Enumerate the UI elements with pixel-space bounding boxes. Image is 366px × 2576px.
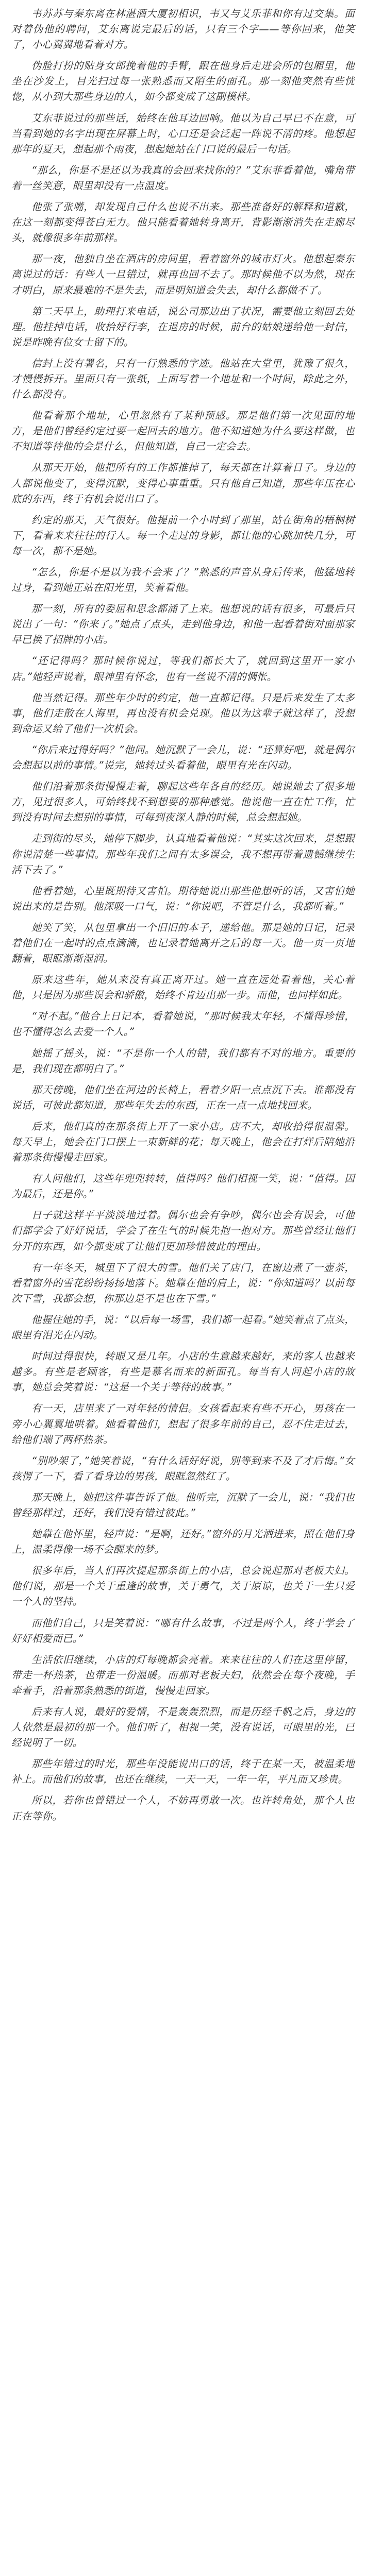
paragraph: 第二天早上，助理打来电话，说公司那边出了状况，需要他立刻回去处理。他挂掉电话，收拾好行李，在退房的时候，前台的姑娘递给他一封信，说是昨晚有位女士留下的。 [11, 305, 355, 348]
paragraph: 她笑了笑，从包里拿出一个旧旧的本子，递给他。那是她的日记，记录着他们在一起时的点点滴滴，也记录着她离开之后的每一天。他一页一页地翻着，眼眶渐渐湿润。 [11, 921, 355, 965]
paragraph: 生活依旧继续，小店的灯每晚都会亮着。来来往往的人们在这里停留，带走一杯热茶，也带走一份温暖。而那对老板夫妇，依然会在每个夜晚，手牵着手，沿着那条熟悉的街道，慢慢走回家。 [11, 1653, 355, 1697]
paragraph: “怎么，你是不是以为我不会来了？”熟悉的声音从身后传来，他猛地转过身，看到她正站在阳光里，笑着看他。 [11, 566, 355, 594]
paragraph: 所以，若你也曾错过一个人，不妨再勇敢一次。也许转角处，那个人也正在等你。 [11, 1794, 355, 1822]
paragraph: “那么，你是不是还以为我真的会回来找你的？”艾东菲看着他，嘴角带着一丝笑意，眼里却没有一点温度。 [11, 164, 355, 192]
paragraph: 他握住她的手，说：“以后每一场雪，我们都一起看。”她笑着点了点头，眼里有泪光在闪动。 [11, 1313, 355, 1342]
paragraph: 有一天，店里来了一对年轻的情侣。女孩看起来有些不开心，男孩在一旁小心翼翼地哄着。她看着他们，想起了很多年前的自己，忍不住走过去，给他们端了两杯热茶。 [11, 1402, 355, 1446]
paragraph: 后来，他们真的在那条街上开了一家小店。店不大，却收拾得很温馨。每天早上，她会在门口摆上一束新鲜的花；每天晚上，他会在打烊后陪她沿着那条街慢慢走回家。 [11, 1120, 355, 1164]
paragraph: 伪脸打扮的贴身女郎挽着他的手臂，跟在他身后走进会所的包厢里，他坐在沙发上，目光扫过每一张熟悉而又陌生的面孔。那一刻他突然有些恍惚，从小到大那些身边的人，如今都变成了这副模样。 [11, 60, 355, 103]
paragraph: “你后来过得好吗？”他问。她沉默了一会儿，说：“还算好吧，就是偶尔会想起以前的事情。”说完，她转过头看着他，眼里有光在闪动。 [11, 743, 355, 772]
paragraph: 走到街的尽头，她停下脚步，认真地看着他说：“其实这次回来，是想跟你说清楚一些事情。那些年我们之间有太多误会，我不想再带着遗憾继续生活下去了。” [11, 833, 355, 876]
paragraph: 他们沿着那条街慢慢走着，聊起这些年各自的经历。她说她去了很多地方，见过很多人，可始终找不到想要的那种感觉。他说他一直在忙工作，忙到没有时间去想别的事情，可每到夜深人静的时候，总会想起她。 [11, 781, 355, 824]
paragraph: 很多年后，当人们再次提起那条街上的小店，总会说起那对老板夫妇。他们说，那是一个关于重逢的故事，关于勇气，关于原谅，也关于一生只爱一个人的坚持。 [11, 1565, 355, 1608]
paragraph: 韦苏苏与秦东离在林湛酒大厦初相识，韦又与艾乐菲和你有过交集。面对着伪他的聘问，艾东离说完最后的话，只有三个字——等你回来，他笑了，小心翼翼地看着对方。 [11, 8, 355, 51]
paragraph: “对不起。”他合上日记本，看着她说，“那时候我太年轻，不懂得珍惜，也不懂得怎么去爱一个人。” [11, 1010, 355, 1038]
paragraph: 原来这些年，她从来没有真正离开过。她一直在远处看着他，关心着他，只是因为那些误会和骄傲，始终不肯迈出那一步。而他，也同样如此。 [11, 974, 355, 1002]
paragraph: 时间过得很快，转眼又是几年。小店的生意越来越好，来的客人也越来越多。有些是老顾客，有些是慕名而来的新面孔。每当有人问起小店的故事，她总会笑着说：“这是一个关于等待的故事。” [11, 1350, 355, 1394]
paragraph: 而他们自己，只是笑着说：“哪有什么故事，不过是两个人，终于学会了好好相爱而已。” [11, 1617, 355, 1645]
paragraph: 他当然记得。那些年少时的约定，他一直都记得。只是后来发生了太多事，他们走散在人海里，再也没有机会兑现。他以为这辈子就这样了，没想到命运又给了他们一次机会。 [11, 691, 355, 735]
paragraph: “还记得吗？那时候你说过，等我们都长大了，就回到这里开一家小店。”她轻声说着，眼神里有怀念，也有一丝说不清的惆怅。 [11, 655, 355, 683]
paragraph: “别吵架了，”她笑着说，“有什么话好好说，别等到来不及了才后悔。”女孩愣了一下，看了看身边的男孩，眼眶忽然红了。 [11, 1454, 355, 1482]
paragraph: 那一夜，他独自坐在酒店的房间里，看着窗外的城市灯火。他想起秦东离说过的话：有些人一旦错过，就再也回不去了。那时候他不以为然，现在才明白，原来最难的不是失去，而是明知道会失去，却什么都做不了。 [11, 253, 355, 296]
paragraph: 艾东菲说过的那些话，始终在他耳边回响。他以为自己早已不在意，可当看到她的名字出现在屏幕上时，心口还是会泛起一阵说不清的疼。他想起那年的夏天，想起那个雨夜，想起她站在门口说的最后一句话。 [11, 112, 355, 155]
paragraph: 日子就这样平平淡淡地过着。偶尔也会有争吵，偶尔也会有误会，可他们都学会了好好说话，学会了在生气的时候先抱一抱对方。那些曾经让他们分开的东西，如今都变成了让他们更加珍惜彼此的理由。 [11, 1209, 355, 1252]
paragraph: 他张了张嘴，却发现自己什么也说不出来。那些准备好的解释和道歉，在这一刻都变得苍白无力。他只能看着她转身离开，背影渐渐消失在走廊尽头，就像很多年前那样。 [11, 201, 355, 244]
paragraph: 她靠在他怀里，轻声说：“是啊，还好。”窗外的月光洒进来，照在他们身上，温柔得像一场不会醒来的梦。 [11, 1528, 355, 1556]
paragraph: 那天晚上，她把这件事告诉了他。他听完，沉默了一会儿，说：“我们也曾经那样过，还好，我们没有错过彼此。” [11, 1491, 355, 1519]
paragraph: 有人问他们，这些年兜兜转转，值得吗？他们相视一笑，说：“值得。因为最后，还是你。” [11, 1173, 355, 1200]
paragraph: 她摇了摇头，说：“不是你一个人的错，我们都有不对的地方。重要的是，我们现在都明白了。” [11, 1047, 355, 1075]
paragraph: 后来有人说，最好的爱情，不是轰轰烈烈，而是历经千帆之后，身边的人依然是最初的那一个。他们听了，相视一笑，没有说话，可眼里的光，已经说明了一切。 [11, 1706, 355, 1749]
paragraph: 他看着她，心里既期待又害怕。期待她说出那些他想听的话，又害怕她说出来的是告别。他深吸一口气，说：“你说吧，不管是什么，我都听着。” [11, 885, 355, 912]
paragraph: 他看着那个地址，心里忽然有了某种预感。那是他们第一次见面的地方，是他们曾经约定过要一起回去的地方。他不知道她为什么要这样做，也不知道等待他的会是什么，但他知道，自己一定会去。 [11, 410, 355, 453]
paragraph: 那一刻，所有的委屈和思念都涌了上来。他想说的话有很多，可最后只说出了一句：“你来了。”她点了点头，走到他身边，和他一起看着街对面那家早已换了招牌的小店。 [11, 603, 355, 646]
paragraph: 约定的那天，天气很好。他提前一个小时到了那里，站在街角的梧桐树下，看着来来往往的行人。每一个走过的身影，都让他的心跳加快几分，可每一次，都不是她。 [11, 514, 355, 557]
paragraph: 有一年冬天，城里下了很大的雪。他们关了店门，在窗边煮了一壶茶，看着窗外的雪花纷纷扬扬地落下。她靠在他的肩上，说：“你知道吗？以前每次下雪，我都会想，你那边是不是也在下雪。” [11, 1261, 355, 1304]
paragraph: 那些年错过的时光，那些年没能说出口的话，终于在某一天，被温柔地补上。而他们的故事，也还在继续，一天一天，一年一年，平凡而又珍贵。 [11, 1758, 355, 1786]
paragraph: 那天傍晚，他们坐在河边的长椅上，看着夕阳一点点沉下去。谁都没有说话，可彼此都知道，那些年失去的东西，正在一点一点地找回来。 [11, 1083, 355, 1111]
paragraph: 信封上没有署名，只有一行熟悉的字迹。他站在大堂里，犹豫了很久，才慢慢拆开。里面只有一张纸，上面写着一个地址和一个时间，除此之外，什么都没有。 [11, 357, 355, 401]
paragraph: 从那天开始，他把所有的工作都推掉了，每天都在计算着日子。身边的人都说他变了，变得沉默，变得心事重重。只有他自己知道，那些年压在心底的东西，终于有机会说出口了。 [11, 462, 355, 505]
